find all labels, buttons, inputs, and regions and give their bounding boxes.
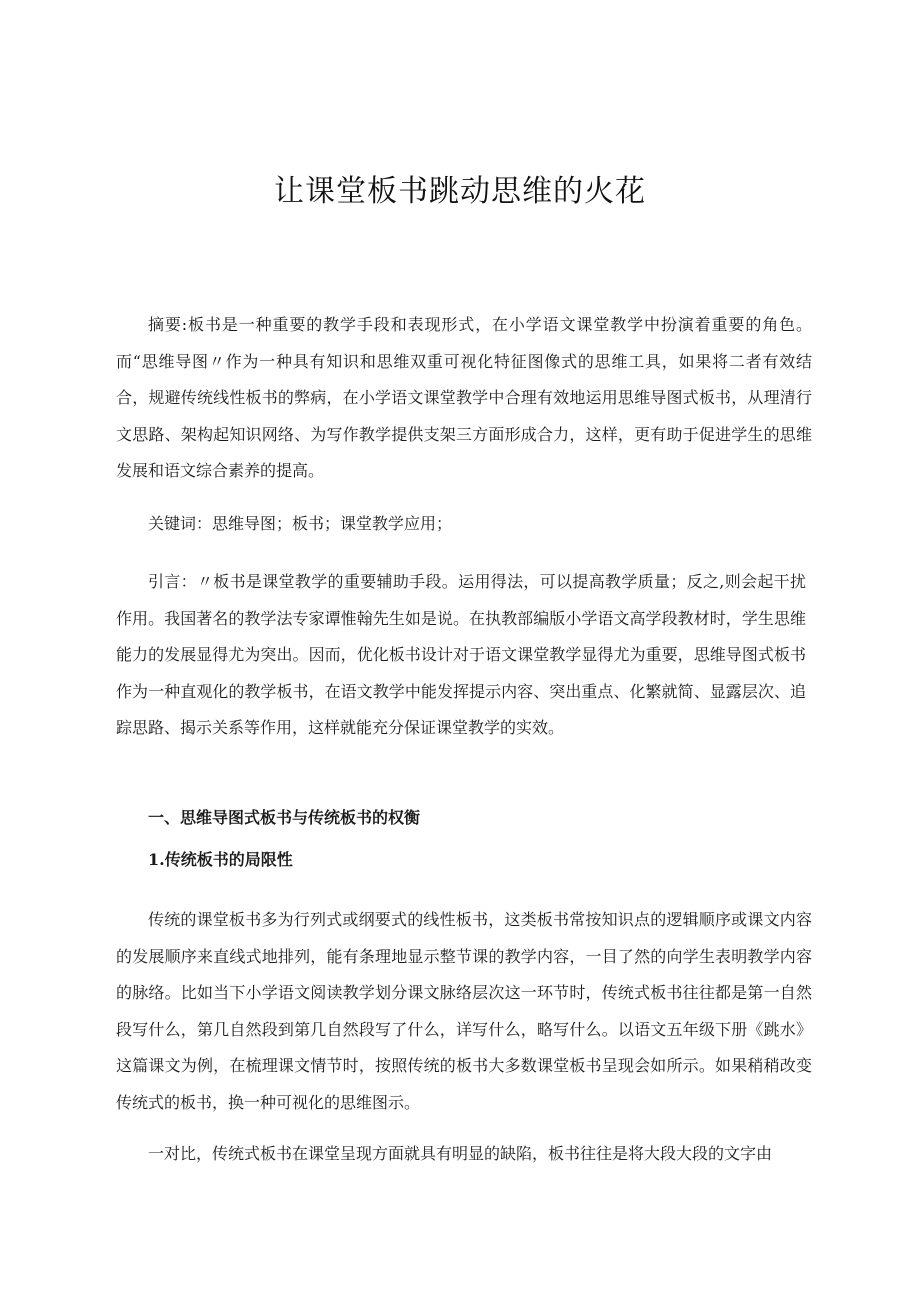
introduction-paragraph [116,564,806,747]
body-paragraph-2: 一对比，传统式板书在课堂呈现方面就具有明显的缺陷，板书往往是将大段大段的文字由 [148,1144,773,1163]
abstract-text: 板书是一种重要的教学手段和表现形式，在小学语文课堂教学中扮演着重要的角色。而“思维导图〃作为一种具有知识和思维双重可视化特征图像式的思维工具，如果将二者有效结合，规避传统线性板书的弊病，在小学语文课堂教学中合理有效地运用思维导图式板书，从理清行文思路、架构起知识网络、为写作教学提供支架三方面形成合力，这样，更有助于促进学生的思维发展和语文综合素养的提高。 [116,315,812,481]
keywords-paragraph [116,506,812,543]
document-title: 让课堂板书跳动思维的火花 [274,174,646,209]
keywords-text: 思维导图；板书；课堂教学应用； [212,514,453,533]
introduction-text: 〃板书是课堂教学的重要辅助手段。运用得法，可以提高教学质量；反之,则会起干扰作用。我国著名的教学法专家谭惟翰先生如是说。在执教部编版小学语文高学段教材时，学生思维能力的发展显得尤为突出。因而，优化板书设计对于语文课堂教学显得尤为重要，思维导图式板书作为一种直观化的教学板书，在语文教学中能发挥提示内容、突出重点、化繁就简、显露层次、追踪思路、揭示关系等作用，这样就能充分保证课堂教学的实效。 [116,572,806,738]
abstract-label: 摘要: [148,315,188,334]
body-paragraph-1: 传统的课堂板书多为行列式或纲要式的线性板书，这类板书常按知识点的逻辑顺序或课文内容的发展顺序来直线式地排列，能有条理地显示整节课的教学内容，一目了然的向学生表明教学内容的脉络。比如当下小学语文阅读教学划分课文脉络层次这一环节时，传统式板书往往都是第一自然段写什么，第几自然段到第几自然段写了什么，详写什么，略写什么。以语文五年级下册《跳水》这篇课文为例，在梳理课文情节时，按照传统的板书大多数课堂板书呈现会如所示。如果稍稍改变传统式的板书，换一种可视化的思维图示。 [116,910,812,1112]
abstract-paragraph [116,307,812,490]
keywords-label: 关键词： [148,514,213,533]
introduction-label: 引言： [148,572,197,591]
subsection-heading: 1.传统板书的局限性 [148,850,293,869]
section-heading: 一、思维导图式板书与传统板书的权衡 [148,808,421,827]
